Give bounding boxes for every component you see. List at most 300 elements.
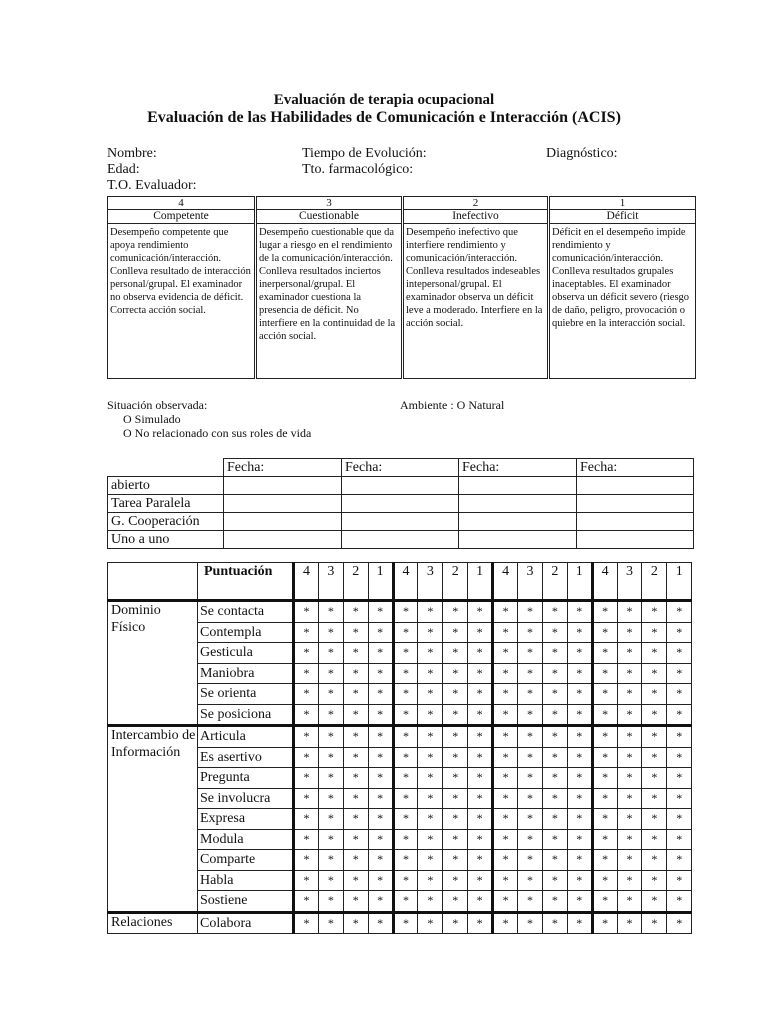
score-cell[interactable]: * [592,601,617,623]
score-cell[interactable]: * [294,829,319,850]
score-cell[interactable]: * [493,768,518,789]
score-cell[interactable]: * [542,850,567,871]
score-cell[interactable]: * [368,643,393,664]
score-cell[interactable]: * [393,663,418,684]
score-cell[interactable]: * [393,622,418,643]
score-cell[interactable]: * [493,726,518,748]
score-cell[interactable]: * [617,809,642,830]
score-cell[interactable]: * [393,912,418,934]
score-cell[interactable]: * [542,704,567,726]
score-cell[interactable]: * [443,912,468,934]
score-cell[interactable]: * [318,829,343,850]
skill-item: Expresa [198,809,294,830]
score-cell[interactable]: * [318,726,343,748]
score-cell[interactable]: * [542,829,567,850]
score-cell[interactable]: * [617,663,642,684]
score-cell[interactable]: * [493,891,518,913]
score-cell[interactable]: * [368,912,393,934]
ambiente-natural[interactable]: Ambiente : O Natural [400,398,505,412]
score-cell[interactable]: * [343,663,368,684]
score-cell[interactable]: * [368,747,393,768]
score-cell[interactable]: * [393,788,418,809]
score-cell[interactable]: * [418,704,443,726]
score-cell[interactable]: * [468,870,493,891]
score-scale-number: 2 [642,563,667,601]
score-cell[interactable]: * [592,891,617,913]
score-cell[interactable]: * [343,891,368,913]
score-cell[interactable]: * [418,829,443,850]
skill-item: Pregunta [198,768,294,789]
score-cell[interactable]: * [542,809,567,830]
score-cell[interactable]: * [368,663,393,684]
scale-description: Desempeño cuestionable que da lugar a riesgo en el rendimiento de la comunicación/interacción. Conlleva resultados inciertos inerpersonal/grupal. El examinador cuestiona la presencia de déficit. No interfiere en la continuidad de la acción social. [256,224,403,379]
score-cell[interactable]: * [617,870,642,891]
score-cell[interactable]: * [518,726,543,748]
score-cell[interactable]: * [343,809,368,830]
score-cell[interactable]: * [343,850,368,871]
score-cell[interactable]: * [642,747,667,768]
score-cell[interactable]: * [418,850,443,871]
score-cell[interactable]: * [567,747,592,768]
score-cell[interactable]: * [468,726,493,748]
score-cell[interactable]: * [343,726,368,748]
score-scale-number: 2 [542,563,567,601]
score-cell[interactable]: * [468,768,493,789]
score-cell[interactable]: * [368,726,393,748]
score-cell[interactable]: * [468,622,493,643]
score-cell[interactable]: * [542,912,567,934]
score-cell[interactable]: * [518,704,543,726]
score-cell[interactable]: * [567,829,592,850]
score-cell[interactable]: * [518,912,543,934]
date-cell[interactable] [577,495,694,513]
score-cell[interactable]: * [667,788,692,809]
score-cell[interactable]: * [592,704,617,726]
score-cell[interactable]: * [667,829,692,850]
score-cell[interactable]: * [592,809,617,830]
score-cell[interactable]: * [368,601,393,623]
score-cell[interactable]: * [368,809,393,830]
score-cell[interactable]: * [443,809,468,830]
score-cell[interactable]: * [642,768,667,789]
score-cell[interactable]: * [667,768,692,789]
score-cell[interactable]: * [443,643,468,664]
date-cell[interactable] [577,477,694,495]
score-cell[interactable]: * [493,912,518,934]
score-cell[interactable]: * [567,704,592,726]
score-cell[interactable]: * [368,891,393,913]
row-label: Uno a uno [108,531,224,549]
score-cell[interactable]: * [567,663,592,684]
score-cell[interactable]: * [294,891,319,913]
skill-item: Contempla [198,622,294,643]
score-cell[interactable]: * [318,622,343,643]
score-cell[interactable]: * [418,601,443,623]
date-cell[interactable] [577,531,694,549]
score-cell[interactable]: * [493,704,518,726]
score-cell[interactable]: * [294,643,319,664]
score-cell[interactable]: * [318,747,343,768]
date-cell[interactable] [224,513,342,531]
score-cell[interactable]: * [393,850,418,871]
score-cell[interactable]: * [592,726,617,748]
score-cell[interactable]: * [294,850,319,871]
score-cell[interactable]: * [468,643,493,664]
score-cell[interactable]: * [642,850,667,871]
score-scale-number: 4 [592,563,617,601]
score-cell[interactable]: * [567,788,592,809]
score-cell[interactable]: * [443,726,468,748]
score-cell[interactable]: * [642,622,667,643]
score-cell[interactable]: * [667,726,692,748]
score-cell[interactable]: * [518,870,543,891]
date-cell[interactable] [342,531,459,549]
score-cell[interactable]: * [642,704,667,726]
score-cell[interactable]: * [493,622,518,643]
score-cell[interactable]: * [592,850,617,871]
score-cell[interactable]: * [642,829,667,850]
date-cell[interactable] [224,495,342,513]
score-cell[interactable]: * [343,643,368,664]
score-cell[interactable]: * [393,829,418,850]
score-cell[interactable]: * [642,643,667,664]
score-cell[interactable]: * [667,850,692,871]
score-cell[interactable]: * [468,850,493,871]
score-cell[interactable]: * [642,601,667,623]
score-cell[interactable]: * [368,684,393,705]
score-cell[interactable]: * [318,891,343,913]
date-cell[interactable] [459,477,577,495]
score-cell[interactable]: * [567,809,592,830]
score-cell[interactable]: * [518,747,543,768]
score-cell[interactable]: * [542,891,567,913]
score-scale-number: 2 [443,563,468,601]
score-cell[interactable]: * [468,829,493,850]
score-cell[interactable]: * [468,891,493,913]
skill-item: Maniobra [198,663,294,684]
score-cell[interactable]: * [667,601,692,623]
score-cell[interactable]: * [343,870,368,891]
score-cell[interactable]: * [567,768,592,789]
skill-item: Se orienta [198,684,294,705]
score-cell[interactable]: * [542,747,567,768]
score-cell[interactable]: * [393,601,418,623]
score-cell[interactable]: * [542,788,567,809]
score-cell[interactable]: * [617,850,642,871]
score-cell[interactable]: * [617,747,642,768]
score-cell[interactable]: * [493,643,518,664]
score-cell[interactable]: * [443,891,468,913]
score-cell[interactable]: * [468,788,493,809]
score-cell[interactable]: * [368,870,393,891]
score-cell[interactable]: * [318,809,343,830]
score-cell[interactable]: * [542,726,567,748]
score-cell[interactable]: * [518,788,543,809]
score-cell[interactable]: * [617,643,642,664]
score-cell[interactable]: * [592,912,617,934]
score-cell[interactable]: * [617,704,642,726]
score-cell[interactable]: * [518,684,543,705]
score-cell[interactable]: * [418,809,443,830]
score-cell[interactable]: * [667,809,692,830]
score-cell[interactable]: * [443,850,468,871]
score-cell[interactable]: * [443,704,468,726]
score-cell[interactable]: * [393,684,418,705]
score-cell[interactable]: * [294,684,319,705]
score-cell[interactable]: * [493,829,518,850]
score-cell[interactable]: * [393,768,418,789]
score-cell[interactable]: * [642,788,667,809]
score-cell[interactable]: * [617,912,642,934]
score-cell[interactable]: * [567,912,592,934]
date-cell[interactable] [577,513,694,531]
score-cell[interactable]: * [617,768,642,789]
score-cell[interactable]: * [368,622,393,643]
score-cell[interactable]: * [642,726,667,748]
score-cell[interactable]: * [294,788,319,809]
score-cell[interactable]: * [642,809,667,830]
score-cell[interactable]: * [318,850,343,871]
score-cell[interactable]: * [343,684,368,705]
score-cell[interactable]: * [493,788,518,809]
score-cell[interactable]: * [542,643,567,664]
score-cell[interactable]: * [617,788,642,809]
score-cell[interactable]: * [294,726,319,748]
score-cell[interactable]: * [393,870,418,891]
score-cell[interactable]: * [592,768,617,789]
score-cell[interactable]: * [418,788,443,809]
score-cell[interactable]: * [294,704,319,726]
score-scale-number: 3 [418,563,443,601]
score-cell[interactable]: * [343,912,368,934]
score-cell[interactable]: * [343,788,368,809]
score-cell[interactable]: * [418,684,443,705]
date-cell[interactable] [342,495,459,513]
score-cell[interactable]: * [318,601,343,623]
score-cell[interactable]: * [592,663,617,684]
score-cell[interactable]: * [443,684,468,705]
score-cell[interactable]: * [493,663,518,684]
score-cell[interactable]: * [493,684,518,705]
score-cell[interactable]: * [493,850,518,871]
date-cell[interactable] [342,477,459,495]
score-cell[interactable]: * [393,809,418,830]
score-cell[interactable]: * [493,601,518,623]
score-cell[interactable]: * [667,704,692,726]
score-cell[interactable]: * [318,643,343,664]
score-cell[interactable]: * [343,829,368,850]
score-cell[interactable]: * [368,788,393,809]
score-cell[interactable]: * [592,788,617,809]
score-cell[interactable]: * [368,829,393,850]
score-cell[interactable]: * [567,726,592,748]
score-cell[interactable]: * [518,768,543,789]
score-cell[interactable]: * [493,809,518,830]
score-cell[interactable]: * [617,622,642,643]
scale-table [107,196,696,379]
score-cell[interactable]: * [542,684,567,705]
score-cell[interactable]: * [294,747,319,768]
score-cell[interactable]: * [294,622,319,643]
scale-num: 3 [256,197,403,210]
score-scale-number: 3 [617,563,642,601]
score-cell[interactable]: * [667,891,692,913]
score-cell[interactable]: * [518,663,543,684]
score-cell[interactable]: * [343,768,368,789]
score-cell[interactable]: * [592,870,617,891]
score-cell[interactable]: * [667,912,692,934]
score-cell[interactable]: * [518,809,543,830]
score-cell[interactable]: * [567,891,592,913]
scoring-table [107,562,692,934]
date-cell[interactable] [459,513,577,531]
score-cell[interactable]: * [518,829,543,850]
score-cell[interactable]: * [468,663,493,684]
score-cell[interactable]: * [368,850,393,871]
score-cell[interactable]: * [468,684,493,705]
score-cell[interactable]: * [617,601,642,623]
score-cell[interactable]: * [368,704,393,726]
score-cell[interactable]: * [617,891,642,913]
score-cell[interactable]: * [468,912,493,934]
score-cell[interactable]: * [542,870,567,891]
score-cell[interactable]: * [318,684,343,705]
score-cell[interactable]: * [667,684,692,705]
score-cell[interactable]: * [443,829,468,850]
score-cell[interactable]: * [418,747,443,768]
score-cell[interactable]: * [642,912,667,934]
scale-label: Déficit [549,210,696,224]
score-cell[interactable]: * [468,601,493,623]
score-cell[interactable]: * [493,870,518,891]
score-cell[interactable]: * [667,622,692,643]
date-cell[interactable] [224,477,342,495]
score-cell[interactable]: * [493,747,518,768]
score-cell[interactable]: * [567,684,592,705]
score-cell[interactable]: * [567,622,592,643]
empty-header-cell [108,563,198,601]
score-cell[interactable]: * [567,601,592,623]
score-cell[interactable]: * [318,768,343,789]
score-cell[interactable]: * [518,850,543,871]
dates-table [107,458,694,549]
score-cell[interactable]: * [542,622,567,643]
score-cell[interactable]: * [567,643,592,664]
score-cell[interactable]: * [542,601,567,623]
score-cell[interactable]: * [343,747,368,768]
score-cell[interactable]: * [393,891,418,913]
score-cell[interactable]: * [443,622,468,643]
score-cell[interactable]: * [667,747,692,768]
score-cell[interactable]: * [294,601,319,623]
situation-label: Situación observada: [107,398,208,412]
skill-item: Sostiene [198,891,294,913]
skill-item: Se posiciona [198,704,294,726]
field-edad: Edad: [107,162,140,177]
score-cell[interactable]: * [318,912,343,934]
option-simulado[interactable]: O Simulado [123,412,181,426]
date-cell[interactable] [342,513,459,531]
score-cell[interactable]: * [617,726,642,748]
score-cell[interactable]: * [518,622,543,643]
score-cell[interactable]: * [468,747,493,768]
score-cell[interactable]: * [443,601,468,623]
score-cell[interactable]: * [318,663,343,684]
score-cell[interactable]: * [343,704,368,726]
score-cell[interactable]: * [468,809,493,830]
score-cell[interactable]: * [393,726,418,748]
score-cell[interactable]: * [443,663,468,684]
score-cell[interactable]: * [418,870,443,891]
score-cell[interactable]: * [642,684,667,705]
score-cell[interactable]: * [592,747,617,768]
score-cell[interactable]: * [592,829,617,850]
score-cell[interactable]: * [592,643,617,664]
fecha-header: Fecha: [224,459,342,477]
score-cell[interactable]: * [518,601,543,623]
date-cell[interactable] [224,531,342,549]
score-cell[interactable]: * [667,870,692,891]
score-cell[interactable]: * [393,747,418,768]
score-cell[interactable]: * [592,622,617,643]
score-cell[interactable]: * [368,768,393,789]
score-cell[interactable]: * [642,870,667,891]
score-cell[interactable]: * [667,663,692,684]
score-cell[interactable]: * [567,870,592,891]
score-cell[interactable]: * [418,663,443,684]
option-no-relacionado[interactable]: O No relacionado con sus roles de vida [123,426,312,440]
score-cell[interactable]: * [617,829,642,850]
score-cell[interactable]: * [418,622,443,643]
score-cell[interactable]: * [318,704,343,726]
score-cell[interactable]: * [418,643,443,664]
score-cell[interactable]: * [294,768,319,789]
date-cell[interactable] [459,531,577,549]
score-cell[interactable]: * [393,643,418,664]
score-cell[interactable]: * [667,643,692,664]
score-cell[interactable]: * [393,704,418,726]
score-cell[interactable]: * [518,643,543,664]
score-cell[interactable]: * [518,891,543,913]
score-cell[interactable]: * [294,870,319,891]
score-cell[interactable]: * [642,663,667,684]
score-cell[interactable]: * [418,768,443,789]
score-cell[interactable]: * [294,663,319,684]
score-cell[interactable]: * [617,684,642,705]
score-cell[interactable]: * [418,912,443,934]
score-cell[interactable]: * [443,768,468,789]
score-cell[interactable]: * [418,891,443,913]
score-cell[interactable]: * [418,726,443,748]
score-cell[interactable]: * [443,747,468,768]
score-cell[interactable]: * [343,622,368,643]
score-cell[interactable]: * [443,870,468,891]
score-cell[interactable]: * [542,768,567,789]
score-cell[interactable]: * [642,891,667,913]
score-cell[interactable]: * [294,912,319,934]
date-cell[interactable] [459,495,577,513]
score-cell[interactable]: * [542,663,567,684]
score-cell[interactable]: * [343,601,368,623]
score-cell[interactable]: * [567,850,592,871]
score-cell[interactable]: * [318,870,343,891]
skill-item: Colabora [198,912,294,934]
score-cell[interactable]: * [443,788,468,809]
score-cell[interactable]: * [318,788,343,809]
score-cell[interactable]: * [468,704,493,726]
score-cell[interactable]: * [294,809,319,830]
score-cell[interactable]: * [592,684,617,705]
